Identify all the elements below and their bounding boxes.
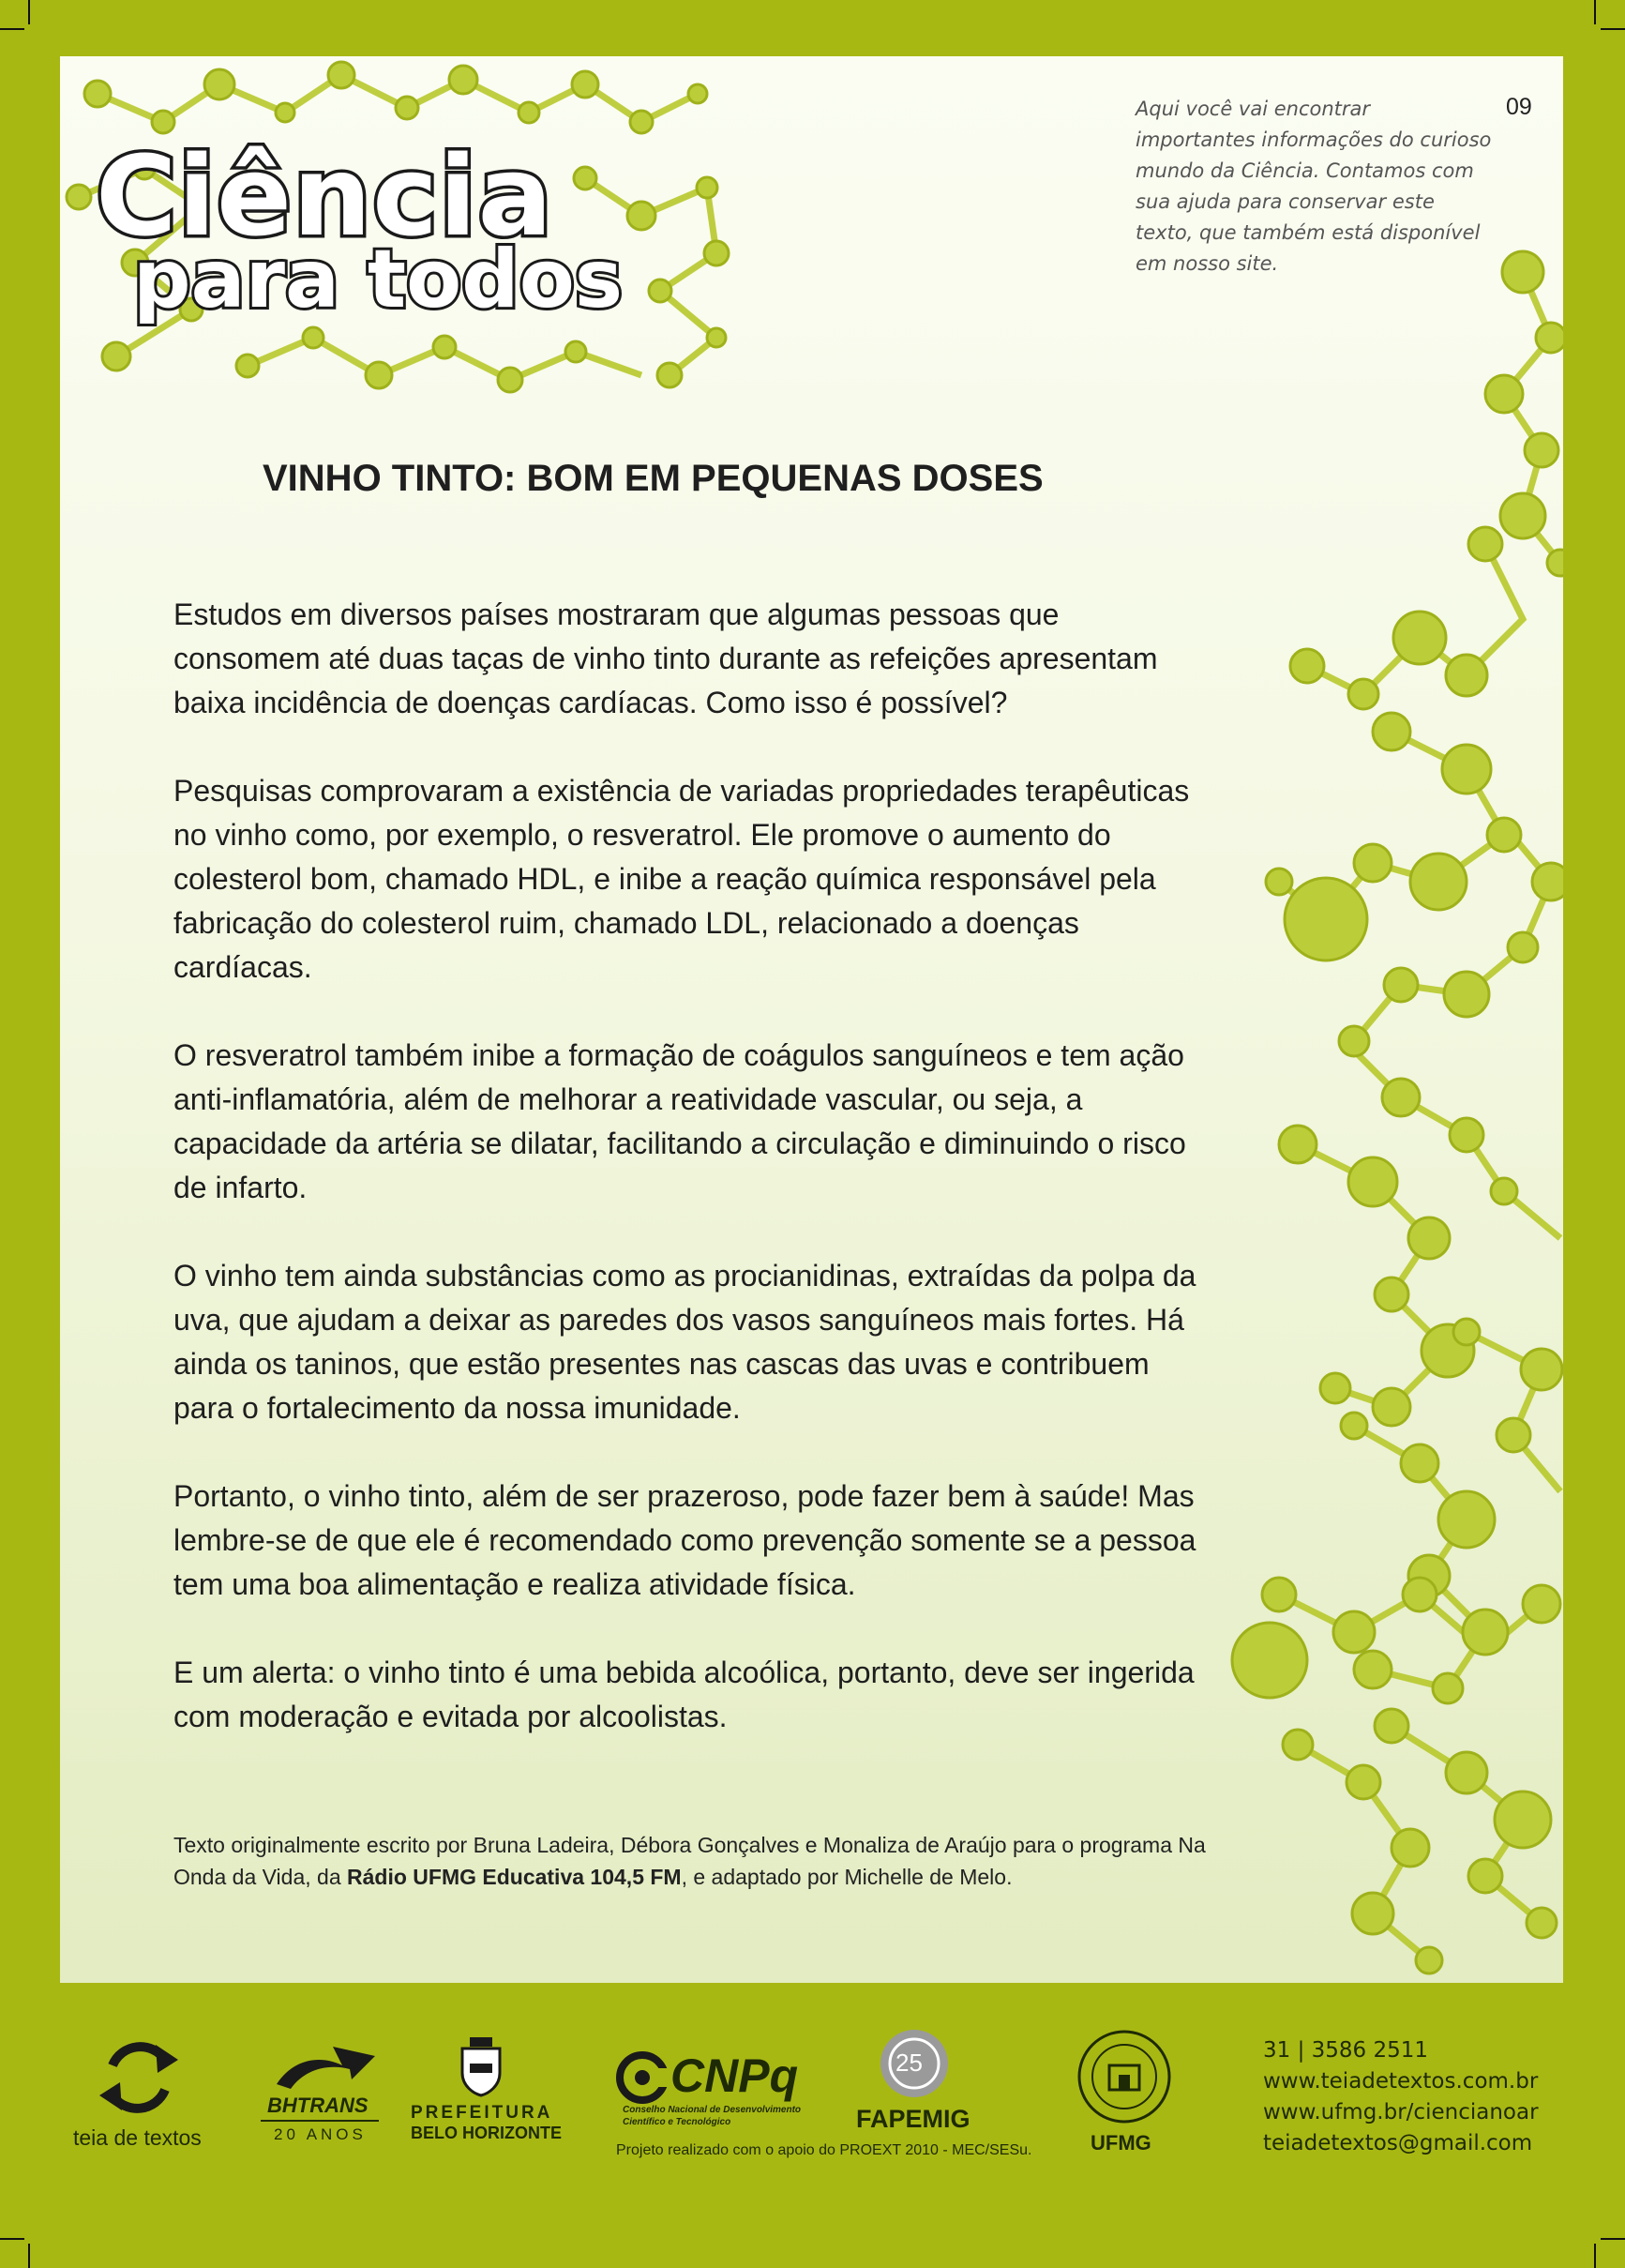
contact-link[interactable]: www.ufmg.br/ciencianoar [1263,2100,1539,2124]
paragraph: E um alerta: o vinho tinto é uma bebida alcoólica, portanto, deve ser ingerida com moderação e evitada por alcoolistas. [173,1656,1195,1733]
crop-mark [1601,28,1625,30]
cnpq-icon [614,2049,670,2106]
crop-mark [28,0,30,24]
crop-mark [1601,2238,1625,2240]
bhtrans-sub: 20 ANOS [274,2125,367,2143]
article-credit [173,1829,1224,1893]
crop-mark [1594,2244,1596,2268]
support-note: Projeto realizado com o apoio do PROEXT 2010 - MEC/SESu. [616,2142,1032,2158]
credit-radio: Rádio UFMG Educativa 104,5 FM [347,1865,682,1889]
article-body [173,593,1205,1783]
crop-mark [0,28,24,30]
ufmg-seal-icon [1076,2028,1173,2125]
paragraph: O resveratrol também inibe a formação de coágulos sanguíneos e tem ação anti-inflamatória, além de melhorar a reatividade vascular, ou seja, a capacidade da artéria se dilatar, facilitando a circulação e diminuindo o risco de infarto. [173,1038,1186,1204]
logo-line-1: Ciência [96,131,554,261]
contact-info [1263,2035,1539,2159]
logo-line-2: para todos [133,233,624,326]
credit-text: Texto originalmente escrito por Bruna Ladeira, Débora Gonçalves e Monaliza de Araújo para o programa Na Onda da Vida, da [173,1833,1206,1889]
contact-phone: 31 | 3586 2511 [1263,2038,1429,2063]
cnpq-sub-1: Conselho Nacional de Desenvolvimento [623,2105,802,2115]
teia-icon [94,2037,184,2118]
paragraph: Estudos em diversos países mostraram que algumas pessoas que consomem até duas taças de vinho tinto durante as refeições apresentam baixa incidência de doenças cardíacas. Como isso é possível? [173,597,1158,719]
crop-mark [1594,0,1596,24]
paragraph: O vinho tem ainda substâncias como as procianidinas, extraídas da polpa da uva, que ajudam a deixar as paredes dos vasos sanguíneos mais fortes. Há ainda os taninos, que estão presentes nas cascas das uvas e contribuem para o fortalecimento da nossa imunidade. [173,1259,1196,1425]
article-title: VINHO TINTO: BOM EM PEQUENAS DOSES [263,458,1044,499]
crop-mark [0,2238,24,2240]
prefeitura-city: BELO HORIZONTE [411,2124,562,2142]
logo-ciencia-para-todos [75,61,713,370]
ufmg-label: UFMG [1091,2131,1151,2155]
fapemig-badge: 25 [895,2049,923,2077]
divider [261,2120,379,2122]
teia-label: teia de textos [73,2125,202,2150]
cnpq-sub-2: Científico e Tecnológico [623,2117,731,2127]
contact-link[interactable]: www.teiadetextos.com.br [1263,2069,1539,2094]
bhtrans-icon [267,2037,380,2094]
credit-text-end: , e adaptado por Michelle de Melo. [681,1865,1013,1889]
contact-email[interactable]: teiadetextos@gmail.com [1263,2131,1533,2155]
page-number: 09 [1506,94,1532,120]
crop-mark [28,2244,30,2268]
bhtrans-label: BHTRANS [267,2094,369,2117]
prefeitura-label: PREFEITURA [411,2103,553,2123]
coat-of-arms-icon [457,2035,505,2097]
cnpq-label: CNPq [670,2049,799,2102]
paragraph: Pesquisas comprovaram a existência de variadas propriedades terapêuticas no vinho como, por exemplo, o resveratrol. Ele promove o aumento do colesterol bom, chamado HDL, e inibe a reação química responsável pela fabricação do colesterol ruim, chamado LDL, relacionado a doenças cardíacas. [173,774,1190,984]
fapemig-label: FAPEMIG [856,2105,970,2133]
paragraph: Portanto, o vinho tinto, além de ser prazeroso, pode fazer bem à saúde! Mas lembre-se de que ele é recomendado como prevenção somente se a pessoa tem uma boa alimentação e realiza atividade física. [173,1479,1196,1601]
intro-text: Aqui você vai encontrar importantes informações do curioso mundo da Ciência. Contamos com sua ajuda para conservar este texto, que também está disponível em nosso site. [1136,98,1492,275]
